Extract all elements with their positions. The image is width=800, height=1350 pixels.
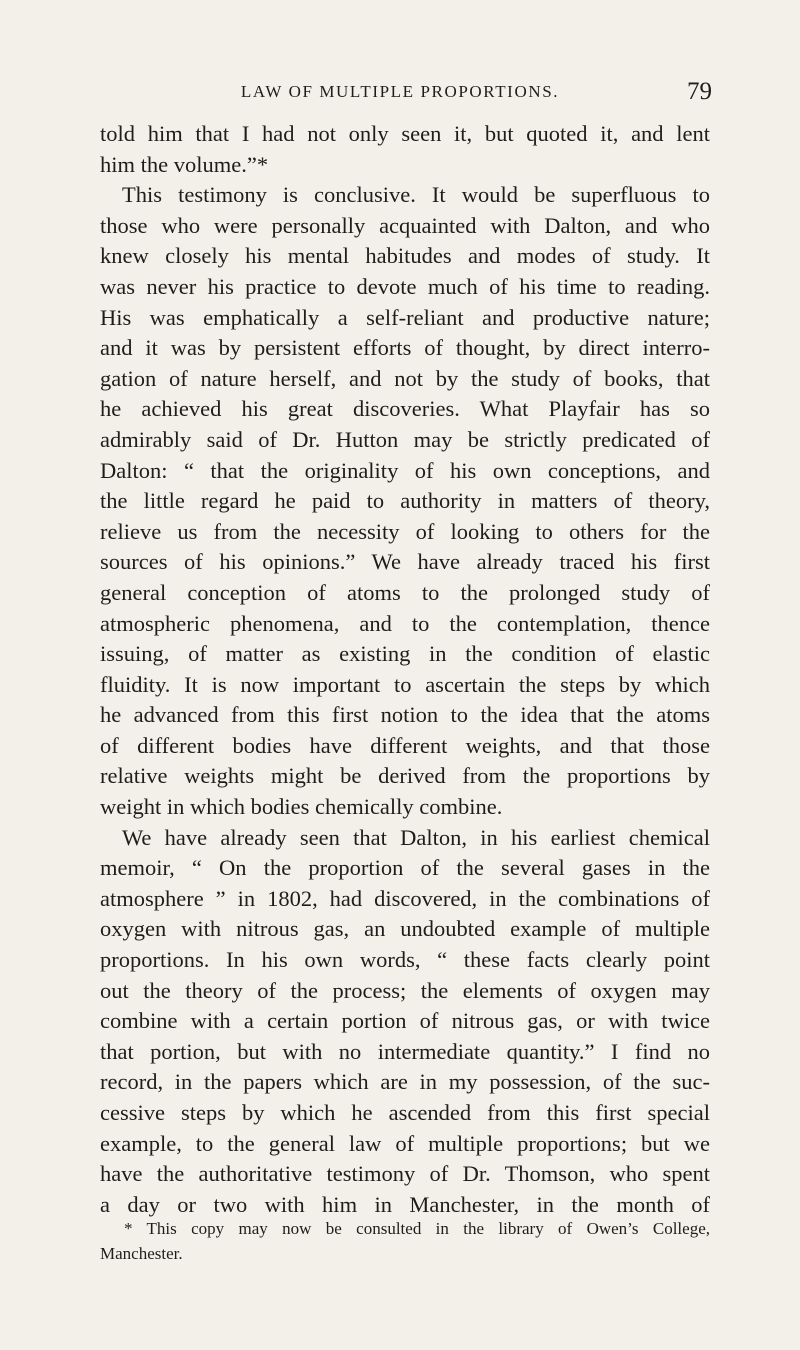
text-line: the little regard he paid to authority in matters of theory, <box>100 488 710 514</box>
text-line: issuing, of matter as existing in the condition of elastic <box>100 641 710 667</box>
text-line: knew closely his mental habitudes and modes of study. It <box>100 243 710 269</box>
running-head <box>0 78 800 106</box>
text-line: memoir, “ On the proportion of the several gases in the <box>100 855 710 881</box>
text-line: general conception of atoms to the prolonged study of <box>100 579 710 605</box>
text-line: sources of his opinions.” We have already traced his first <box>100 549 710 575</box>
footnote-line: Manchester. <box>100 1244 183 1263</box>
text-line: record, in the papers which are in my possession, of the suc- <box>100 1069 710 1095</box>
text-line: oxygen with nitrous gas, an undoubted example of multiple <box>100 916 710 942</box>
footnote <box>100 1216 710 1266</box>
text-line: gation of nature herself, and not by the study of books, that <box>100 365 710 391</box>
text-line: atmosphere ” in 1802, had discovered, in the combinations of <box>100 885 710 911</box>
text-line: he achieved his great discoveries. What Playfair has so <box>100 396 710 422</box>
body-text <box>100 119 710 1220</box>
text-line: and it was by persistent efforts of thought, by direct interro- <box>100 335 710 361</box>
text-line: those who were personally acquainted with Dalton, and who <box>100 212 710 238</box>
text-line: We have already seen that Dalton, in his earliest chemical <box>122 824 710 850</box>
running-title: LAW OF MULTIPLE PROPORTIONS. <box>240 82 560 101</box>
text-line: weight in which bodies chemically combine. <box>100 794 503 820</box>
text-line: relieve us from the necessity of looking to others for the <box>100 518 710 544</box>
text-line: combine with a certain portion of nitrous gas, or with twice <box>100 1008 710 1034</box>
text-line: proportions. In his own words, “ these facts clearly point <box>100 947 710 973</box>
page-number: 79 <box>687 78 712 105</box>
text-line: out the theory of the process; the elements of oxygen may <box>100 977 710 1003</box>
text-line: cessive steps by which he ascended from this first special <box>100 1100 710 1125</box>
text-line: he advanced from this first notion to the idea that the atoms <box>100 702 710 728</box>
text-line: atmospheric phenomena, and to the contemplation, thence <box>100 610 710 636</box>
text-line: admirably said of Dr. Hutton may be strictly predicated of <box>100 426 710 452</box>
text-line: him the volume.”* <box>100 151 269 177</box>
footnote-line: * This copy may now be consulted in the library of Owen’s College, <box>124 1219 710 1238</box>
text-line: of different bodies have different weights, and that those <box>100 732 710 758</box>
text-line: relative weights might be derived from the proportions by <box>100 763 710 789</box>
text-line: Dalton: “ that the originality of his own conceptions, and <box>100 457 710 483</box>
text-line: This testimony is conclusive. It would be superfluous to <box>122 182 710 208</box>
text-line: told him that I had not only seen it, but quoted it, and lent <box>100 121 710 146</box>
text-line: that portion, but with no intermediate quantity.” I find no <box>100 1038 710 1064</box>
text-line: example, to the general law of multiple proportions; but we <box>100 1130 710 1156</box>
text-line: have the authoritative testimony of Dr. Thomson, who spent <box>100 1161 710 1187</box>
text-line: His was emphatically a self-reliant and productive nature; <box>100 304 710 330</box>
text-line: was never his practice to devote much of his time to reading. <box>100 273 710 299</box>
text-line: fluidity. It is now important to ascertain the steps by which <box>100 671 710 697</box>
text-line: a day or two with him in Manchester, in the month of <box>100 1191 710 1217</box>
